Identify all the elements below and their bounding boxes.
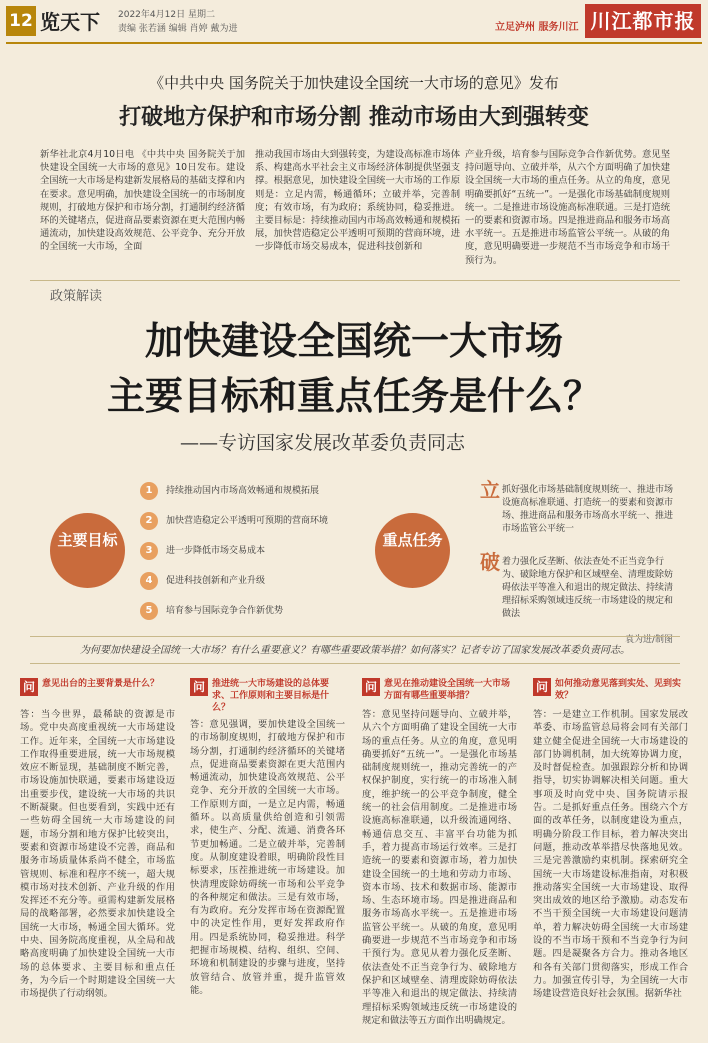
qa-column — [190, 678, 345, 997]
answer-text: 答：一是建立工作机制。国家发展改革委、市场监管总局将会同有关部门建立健全促进全国统一大市场建设的部门协调机制，加大统筹协调力度，及时督促检查。加强跟踪分析和协调指导，切实协调解决相关问题。重大事项及时向党中央、国务院请示报告。二是抓好重点任务。围绕六个方面的改革任务，以制度建设为重点，明确分阶段工作目标，着力解决突出问题，推动改革举措尽快落地见效。三是完善激励约束机制。探索研究全国统一大市场建设标准指南，对积极推动落实全国统一大市场建设、取得突出成效的地区给予激励。动态发布不当干预全国统一大市场建设问题清单，着力解决妨碍全国统一大市场建设的不当市场干预和不当竞争行为问题。四是凝聚各方合力。推动各地区和各有关部门贯彻落实，形成工作合力。加强宣传引导，为全国统一大市场建设营造良好社会氛围。据新华社 — [533, 709, 688, 1000]
question-title — [533, 678, 688, 704]
question-title — [20, 678, 175, 704]
paper-logo: 川江都市报 — [585, 4, 701, 38]
issue-date: 2022年4月12日 星期二 — [118, 10, 215, 20]
question-title — [190, 678, 345, 714]
task-po-text: 着力强化反垄断、依法查处不正当竞争行为、破除地方保护和区域壁垒、清理废除妨碍依法平等准入和退出的规定做法、持续清理招标采购领域违反统一市场建设的规定和做法 — [502, 557, 674, 619]
goal-text: 培育参与国际竞争合作新优势 — [166, 606, 284, 616]
section-name: 览天下 — [40, 10, 100, 34]
question-text: 如何推动意见落到实处、见到实效？ — [555, 679, 682, 701]
page-header — [0, 0, 708, 44]
goal-text: 持续推动国内市场高效畅通和规模拓展 — [166, 486, 320, 496]
headline-kicker: 《中共中央 国务院关于加快建设全国统一大市场的意见》发布 — [149, 74, 559, 92]
section-divider — [30, 280, 680, 281]
feature-subtitle: ——专访国家发展改革委负责同志 — [180, 432, 466, 454]
lead-column-2: 推动我国市场由大到强转变，为建设高标准市场体系、构建高水平社会主义市场经济体制提供坚强支撑。根据意见，加快建设全国统一大市场的工作原则是：立足内需，畅通循环；立破并举，完善制度；有效市场，有为政府；系统协同，稳妥推进。主要目标是：持续推动国内市场高效畅通和规模拓展，加快营造稳定公平透明可预期的营商环境，进一步降低市场交易成本，促进科技创新和 — [255, 149, 460, 253]
task-po-box — [480, 550, 675, 621]
diagram-credit: 袁为进/制图 — [625, 635, 674, 645]
qa-column — [362, 678, 517, 1027]
goal-text: 促进科技创新和产业升级 — [166, 576, 266, 586]
goal-number: 3 — [140, 542, 158, 560]
question-text: 意见在推动建设全国统一大市场方面有哪些重要举措？ — [384, 679, 511, 701]
question-mark-icon: 问 — [20, 678, 38, 696]
feature-title-line-1: 加快建设全国统一大市场 — [144, 319, 563, 363]
qa-column — [533, 678, 688, 1001]
question-text: 意见出台的主要背景是什么？ — [42, 679, 160, 689]
goal-number: 1 — [140, 482, 158, 500]
question-mark-icon: 问 — [190, 678, 208, 696]
goal-text: 加快营造稳定公平透明可预期的营商环境 — [166, 516, 329, 526]
goal-item — [140, 600, 283, 622]
goal-item — [140, 510, 328, 532]
interview-intro: 为何要加快建设全国统一大市场？有什么重要意义？有哪些重要政策举措？如何落实？记者专访了国家发展改革委负责同志。 — [30, 636, 680, 664]
page-number: 12 — [6, 6, 36, 36]
question-mark-icon: 问 — [362, 678, 380, 696]
goal-item — [140, 480, 319, 502]
paper-slogan: 立足泸州 服务川江 — [495, 22, 579, 33]
task-li-text: 抓好强化市场基础制度规则统一、推进市场设施高标准联通、打造统一的要素和资源市场、推进商品和服务市场高水平统一、推进市场监管公平统一 — [502, 485, 674, 534]
task-li-char: 立 — [480, 478, 500, 502]
headline-title: 打破地方保护和市场分割 推动市场由大到强转变 — [119, 105, 589, 130]
editor-credits: 责编 张若涵 编辑 肖婷 戴为进 — [118, 24, 238, 34]
answer-text: 答：当今世界，最稀缺的资源是市场。党中央高度重视统一大市场建设工作。近年来，全国统一大市场建设工作取得重要进展，统一大市场规模效应不断显现，基础制度不断完善，市场设施加快联通，要素市场建设迈出重要步伐，建设统一大市场的共识不断凝聚。但也要看到，实践中还有一些妨碍全国统一大市场建设的问题，市场分割和地方保护比较突出，要素和资源市场建设不完善，商品和服务市场质量体系尚不健全，市场监管规则、标准和程序不统一，超大规模市场对技术创新、产业升级的作用发挥还不充分等。亟需构建新发展格局的战略部署，必然要求加快建设全国统一大市场，畅通全国大循环。党中央、国务院高度重视，从全局和战略高度明确了加快建设全国统一大市场的总体要求、主要目标和重点任务，为今后一个时期建设全国统一大市场提供了行动纲领。 — [20, 709, 175, 1000]
task-po-char: 破 — [480, 550, 500, 574]
goal-number: 5 — [140, 602, 158, 620]
goals-tasks-diagram — [40, 478, 675, 628]
goal-text: 进一步降低市场交易成本 — [166, 546, 266, 556]
answer-text: 答：意见坚持问题导向、立破并举，从六个方面明确了建设全国统一大市场的重点任务。从立的角度，意见明确要抓好“五统一”。一是强化市场基础制度规则统一，推动完善统一的产权保护制度，实行统一的市场准入制度，维护统一的公平竞争制度，健全统一的社会信用制度。二是推进市场设施高标准联通，以升级流通网络、畅通信息交互、丰富平台功能为抓手，着力提高市场运行效率。三是打造统一的要素和资源市场，着力加快建设全国统一的土地和劳动力市场、资本市场、技术和数据市场、能源市场、生态环境市场。四是推进商品和服务市场高水平统一。五是推进市场监管公平统一。从破的角度，意见明确要进一步规范不当市场竞争和市场干预行为。意见从着力强化反垄断、依法查处不正当竞争行为、破除地方保护和区域壁垒、清理废除妨碍依法平等准入和退出的规定做法、持续清理招标采购领域违反统一市场建设的规定和做法等五方面作出明确规定。 — [362, 709, 517, 1026]
answer-text: 答：意见强调，要加快建设全国统一的市场制度规则，打破地方保护和市场分割，打通制约经济循环的关键堵点，促进商品要素资源在更大范围内畅通流动，加快建设高效规范、公平竞争、充分开放的全国统一大市场。工作原则方面，一是立足内需，畅通循环。以高质量供给创造和引领需求，使生产、分配、流通、消费各环节更加畅通。二是立破并举，完善制度。从制度建设着眼，明确阶段性目标要求，压茬推进统一市场建设。加快清理废除妨碍统一市场和公平竞争的各种规定和做法。三是有效市场，有为政府。充分发挥市场在资源配置中的决定性作用，更好发挥政府作用。四是系统协同，稳妥推进。科学把握市场规模、结构、组织、空间、环境和机制建设的步骤与进度，坚持放管结合、放管并重，提升监管效能。 — [190, 719, 345, 996]
goal-number: 4 — [140, 572, 158, 590]
lead-column-3: 产业升级，培育参与国际竞争合作新优势。意见坚持问题导向、立破并举，从六个方面明确了加快建设全国统一大市场的重点任务。从立的角度，意见明确要抓好“五统一”。一是强化市场基础制度规则统一。二是推进市场设施高标准联通。三是打造统一的要素和资源市场。四是推进商品和服务市场高水平统一。五是推进市场监管公平统一。从破的角度，意见明确要进一步规范不当市场竞争和市场干预行为。 — [465, 149, 670, 266]
goal-circle: 主要目标 — [50, 513, 125, 588]
task-li-box — [480, 478, 675, 536]
policy-tag: 政策解读 — [50, 289, 103, 304]
header-rule — [6, 42, 702, 44]
question-text: 推进统一大市场建设的总体要求、工作原则和主要目标是什么？ — [212, 679, 330, 713]
lead-column-1: 新华社北京4月10日电 《中共中央 国务院关于加快建设全国统一大市场的意见》10日发布。建设全国统一大市场是构建新发展格局的基础支撑和内在要求。意见明确，加快建设全国统一的市场制度规则，打破地方保护和市场分割，打通制约经济循环的关键堵点，促进商品要素资源在更大范围内畅通流动，加快建设高效规范、公平竞争、充分开放的全国统一大市场，全面 — [40, 149, 245, 253]
task-circle: 重点任务 — [375, 513, 450, 588]
qa-column — [20, 678, 175, 1001]
question-mark-icon: 问 — [533, 678, 551, 696]
goal-number: 2 — [140, 512, 158, 530]
question-title — [362, 678, 517, 704]
goal-item — [140, 570, 265, 592]
feature-title-line-2: 主要目标和重点任务是什么？ — [106, 374, 601, 418]
goal-item — [140, 540, 265, 562]
